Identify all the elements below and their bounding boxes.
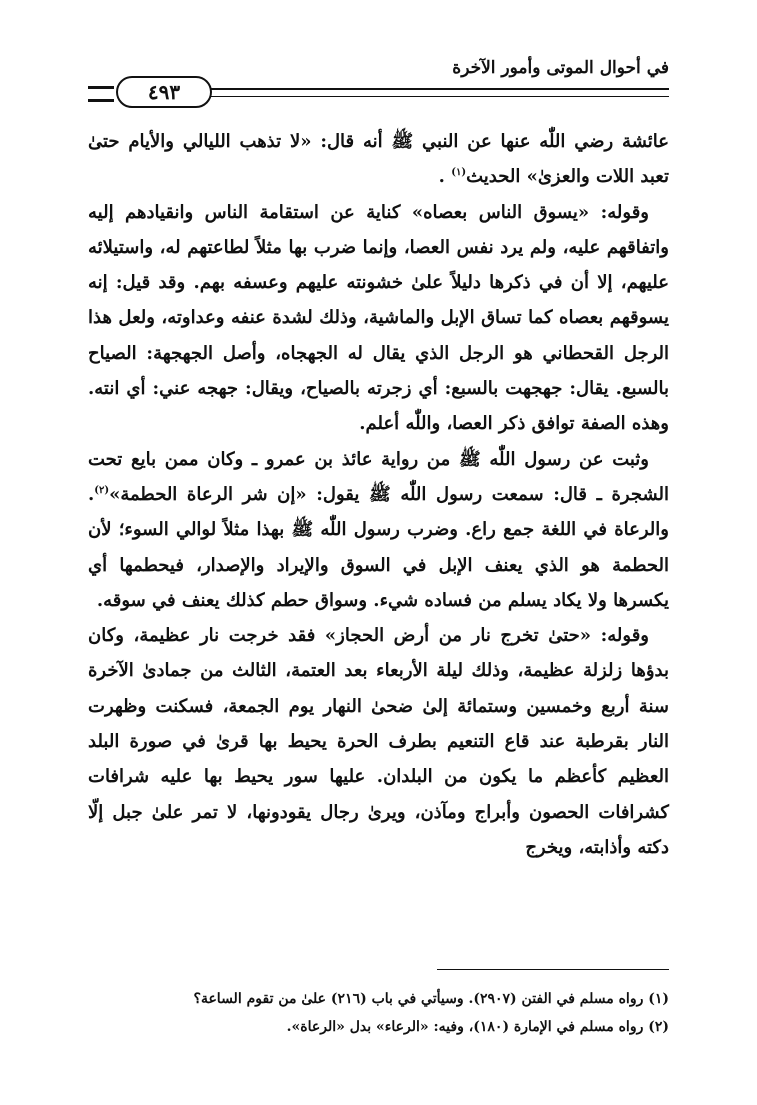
paragraph-4: وقوله: «حتىٰ تخرج نار من أرض الحجاز» فقد خرجت نار عظيمة، وكان بدؤها زلزلة عظيمة، وذلك ليلة الأربعاء بعد العتمة، الثالث من جمادىٰ الآخرة سنة أربع وخمسين وستمائة إلىٰ ضحىٰ النهار يوم الجمعة، فسكنت وظهرت النار بقرطبة عند قاع التنعيم بطرف الحرة يحيط بها قرىٰ في صورة البلد العظيم كأعظم ما يكون من البلدان. عليها سور يحيط بها عليه شرافات كشرافات الحصون وأبراج ومآذن، ويرىٰ رجال يقودونها، لا تمر علىٰ جبل إلّا دكته وأذابته، ويخرج (88, 625, 669, 858)
header-rule (210, 88, 669, 97)
footnote-2: (٢) رواه مسلم في الإمارة (١٨٠)، وفيه: «الرعاء» بدل «الرعاة». (286, 1019, 669, 1035)
page-number: ٤٩٣ (147, 80, 181, 104)
header-left-bars (88, 86, 114, 102)
paragraph-2: وقوله: «يسوق الناس بعصاه» كناية عن استقامة الناس وانقيادهم إليه واتفاقهم عليه، ولم يرد نفس العصا، وإنما ضرب بها مثلاً لطاعتهم له، واستيلائه عليهم، إلا أن في ذكرها دليلاً علىٰ خشونته عليهم وعسفه بهم. وقد قيل: إنه يسوقهم بعصاه كما تساق الإبل والماشية، وذلك لشدة عنفه وعداوته، ولعل هذا الرجل القحطاني هو الرجل الذي يقال له الجهجاه، وأصل الجهجهة: الصياح بالسبع. يقال: جهجهت بالسبع: أي زجرته بالصياح، ويقال: جهجه عني: أي انته. وهذه الصفة توافق ذكر العصا، واللّٰه أعلم. (88, 201, 669, 435)
paragraph-3-text: وثبت عن رسول اللّٰه ﷺ من رواية عائذ بن عمرو ـ وكان ممن بايع تحت الشجرة ـ قال: سمعت رسول اللّٰه ﷺ يقول: «إن شر الرعاة الحطمة» (88, 448, 669, 505)
footnote-1: (١) رواه مسلم في الفتن (٢٩٠٧). وسيأتي في باب (٢١٦) علىٰ من تقوم الساعة؟ (193, 991, 669, 1007)
main-text (88, 124, 669, 865)
footnote-separator (437, 969, 669, 970)
footnote-ref-2[interactable]: (٢) (94, 484, 110, 496)
paragraph-3-continued: . والرعاة في اللغة جمع راع. وضرب رسول اللّٰه ﷺ بهذا مثلاً لوالي السوء؛ لأن الحطمة هو الذي يعنف الإبل في السوق والإيراد والإصدار، فيحطمها أي يكسرها ولا يكاد يسلم من فساده شيء. وسواق حطم كذلك يعنف في سوقه. (88, 483, 669, 611)
running-header (88, 58, 669, 106)
paragraph-1-end: . (438, 166, 445, 188)
paragraph-3 (88, 442, 669, 618)
footnotes (88, 985, 669, 1041)
paragraph-1-text: عائشة رضي اللّٰه عنها عن النبي ﷺ أنه قال: «لا تذهب الليالي والأيام حتىٰ تعبد اللات والعزىٰ» الحديث (88, 131, 669, 188)
paragraph-1 (88, 124, 669, 195)
page-number-badge (116, 76, 212, 108)
footnote-ref-1[interactable]: (١) (451, 167, 467, 179)
running-title: في أحوال الموتى وأمور الآخرة (452, 58, 669, 78)
